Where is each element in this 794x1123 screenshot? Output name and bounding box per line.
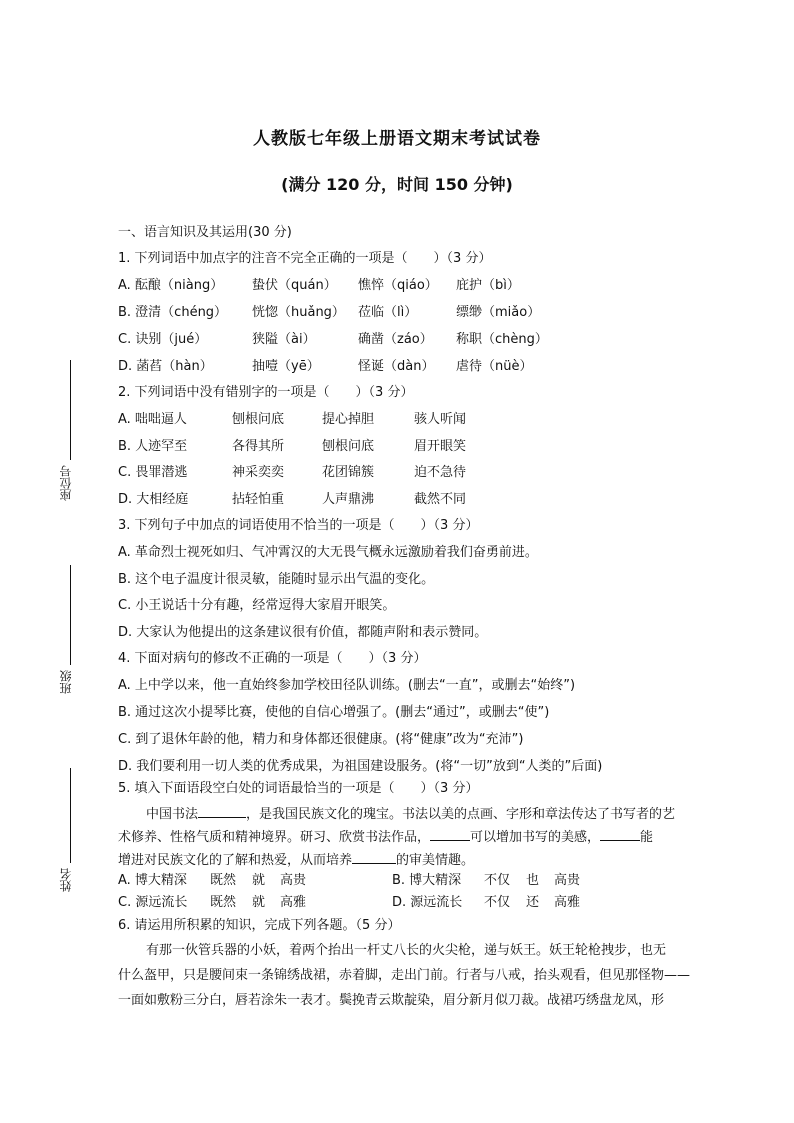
section-heading: 一、语言知识及其运用(30 分) xyxy=(118,225,292,240)
page-title: 人教版七年级上册语文期末考试试卷 xyxy=(253,129,541,149)
question-6-stem: 6. 请运用所积累的知识，完成下列各题。（5 分） xyxy=(118,918,401,933)
q5-option-b1: B. 博大精深 xyxy=(392,873,462,888)
q5-p3-end: 的审美情趣。 xyxy=(396,853,475,868)
q3-option-c: C. 小王说话十分有趣，经常逗得大家眉开眼笑。 xyxy=(118,598,396,613)
q5-option-a2: 既然 xyxy=(210,873,237,888)
question-4-stem: 4. 下面对病句的修改不正确的一项是（ ）（3 分） xyxy=(118,651,427,666)
q3-option-a: A. 革命烈士视死如归、气冲霄汉的大无畏气概永远激励着我们奋勇前进。 xyxy=(118,545,538,560)
q3-option-b: B. 这个电子温度计很灵敏，能随时显示出气温的变化。 xyxy=(118,572,435,587)
blank-3[interactable] xyxy=(600,826,640,841)
q2-option-c4: 迫不急待 xyxy=(414,465,467,480)
q5-option-d3: 还 xyxy=(526,895,540,910)
class-label: 班级 xyxy=(59,670,73,694)
q5-option-a4: 高贵 xyxy=(280,873,307,888)
q5-passage-line-3 xyxy=(118,849,474,870)
q5-option-c3: 就 xyxy=(252,895,266,910)
q5-option-c2: 既然 xyxy=(210,895,237,910)
q6-passage-line-3: 一面如敷粉三分白，唇若涂朱一表才。鬓挽青云欺靛染，眉分新月似刀裁。战裙巧绣盘龙凤，形 xyxy=(118,993,665,1008)
question-2-stem: 2. 下列词语中没有错别字的一项是（ ）（3 分） xyxy=(118,385,414,400)
q4-option-b: B. 通过这次小提琴比赛，使他的自信心增强了。(删去“通过”，或删去“使”) xyxy=(118,705,550,720)
q6-passage-line-1: 有那一伙管兵器的小妖，着两个抬出一杆丈八长的火尖枪，递与妖王。妖王轮枪拽步，也无 xyxy=(146,943,667,958)
seat-label: 座位号 xyxy=(59,465,73,501)
q2-option-a4: 骇人听闻 xyxy=(414,412,467,427)
q5-p1-rest: ，是我国民族文化的瑰宝。书法以美的点画、字形和章法传达了书写者的艺 xyxy=(246,807,676,822)
q2-option-a3: 提心掉胆 xyxy=(322,412,375,427)
q1-option-b4: 缥缈（miǎo） xyxy=(456,305,541,320)
q5-option-b2: 不仅 xyxy=(484,873,511,888)
q2-option-a1: A. 咄咄逼人 xyxy=(118,412,187,427)
q5-option-a1: A. 博大精深 xyxy=(118,873,187,888)
q1-option-a1: A. 酝酿（niàng） xyxy=(118,278,224,293)
q2-option-c2: 神采奕奕 xyxy=(232,465,285,480)
q5-p2-end: 能 xyxy=(640,830,654,845)
q5-option-b3: 也 xyxy=(526,873,540,888)
blank-4[interactable] xyxy=(352,849,396,864)
q5-option-d2: 不仅 xyxy=(484,895,511,910)
q1-option-c1: C. 诀别（jué） xyxy=(118,332,208,347)
q2-option-b1: B. 人迹罕至 xyxy=(118,439,188,454)
q5-option-c1: C. 源远流长 xyxy=(118,895,188,910)
q4-option-c: C. 到了退休年龄的他，精力和身体都还很健康。(将“健康”改为“充沛”) xyxy=(118,732,524,747)
name-line xyxy=(70,768,71,863)
q1-option-c2: 狭隘（ài） xyxy=(252,332,316,347)
question-1-stem: 1. 下列词语中加点字的注音不完全正确的一项是（ ）（3 分） xyxy=(118,251,492,266)
q5-option-d1: D. 源远流长 xyxy=(392,895,463,910)
blank-2[interactable] xyxy=(430,826,470,841)
q5-passage-line-2 xyxy=(118,826,653,847)
q2-option-b4: 眉开眼笑 xyxy=(414,439,467,454)
q2-option-c3: 花团锦簇 xyxy=(322,465,375,480)
q5-option-d4: 高雅 xyxy=(554,895,581,910)
blank-1[interactable] xyxy=(198,803,246,818)
q5-p2-start: 术修养、性格气质和精神境界。研习、欣赏书法作品， xyxy=(118,830,431,845)
q1-option-a2: 蛰伏（quán） xyxy=(252,278,337,293)
q5-option-b4: 高贵 xyxy=(554,873,581,888)
question-5-stem: 5. 填入下面语段空白处的词语最恰当的一项是（ ）（3 分） xyxy=(118,781,479,796)
q5-passage-line-1 xyxy=(146,803,675,824)
q1-option-d1: D. 菡萏（hàn） xyxy=(118,359,213,374)
q5-p3-start: 增进对民族文化的了解和热爱，从而培养 xyxy=(118,853,353,868)
q2-option-d4: 截然不同 xyxy=(414,492,467,507)
q1-option-d4: 虐待（nüè） xyxy=(456,359,533,374)
q2-option-a2: 刨根问底 xyxy=(232,412,285,427)
question-3-stem: 3. 下列句子中加点的词语使用不恰当的一项是（ ）（3 分） xyxy=(118,518,479,533)
q6-passage-line-2: 什么盔甲，只是腰间束一条锦绣战裙，赤着脚，走出门前。行者与八戒，抬头观看，但见那怪物—— xyxy=(118,968,691,983)
q2-option-d2: 拈轻怕重 xyxy=(232,492,285,507)
q2-option-b3: 刨根问底 xyxy=(322,439,375,454)
q5-option-a3: 就 xyxy=(252,873,266,888)
q5-p1-start: 中国书法 xyxy=(146,807,199,822)
q1-option-d2: 抽噎（yē） xyxy=(252,359,320,374)
q1-option-c4: 称职（chèng） xyxy=(456,332,548,347)
q1-option-d3: 怪诞（dàn） xyxy=(358,359,435,374)
q4-option-a: A. 上中学以来，他一直始终参加学校田径队训练。(删去“一直”，或删去“始终”) xyxy=(118,678,576,693)
seat-line xyxy=(70,360,71,460)
q5-option-c4: 高雅 xyxy=(280,895,307,910)
q1-option-a3: 憔悴（qiáo） xyxy=(358,278,438,293)
q4-option-d: D. 我们要利用一切人类的优秀成果，为祖国建设服务。(将“一切”放到“人类的”后面) xyxy=(118,759,603,774)
q1-option-b1: B. 澄清（chéng） xyxy=(118,305,228,320)
q5-p2-mid: 可以增加书写的美感， xyxy=(470,830,601,845)
q2-option-d3: 人声鼎沸 xyxy=(322,492,375,507)
class-line xyxy=(70,565,71,665)
q2-option-b2: 各得其所 xyxy=(232,439,285,454)
q1-option-b3: 莅临（lì） xyxy=(358,305,418,320)
page-subtitle: (满分 120 分，时间 150 分钟) xyxy=(281,175,513,194)
q1-option-a4: 庇护（bì） xyxy=(456,278,520,293)
name-label: 姓名 xyxy=(59,868,73,892)
q2-option-d1: D. 大相经庭 xyxy=(118,492,189,507)
q1-option-b2: 恍惚（huǎng） xyxy=(252,305,345,320)
q3-option-d: D. 大家认为他提出的这条建议很有价值，都随声附和表示赞同。 xyxy=(118,625,488,640)
q1-option-c3: 确凿（záo） xyxy=(358,332,433,347)
q2-option-c1: C. 畏罪潜逃 xyxy=(118,465,188,480)
